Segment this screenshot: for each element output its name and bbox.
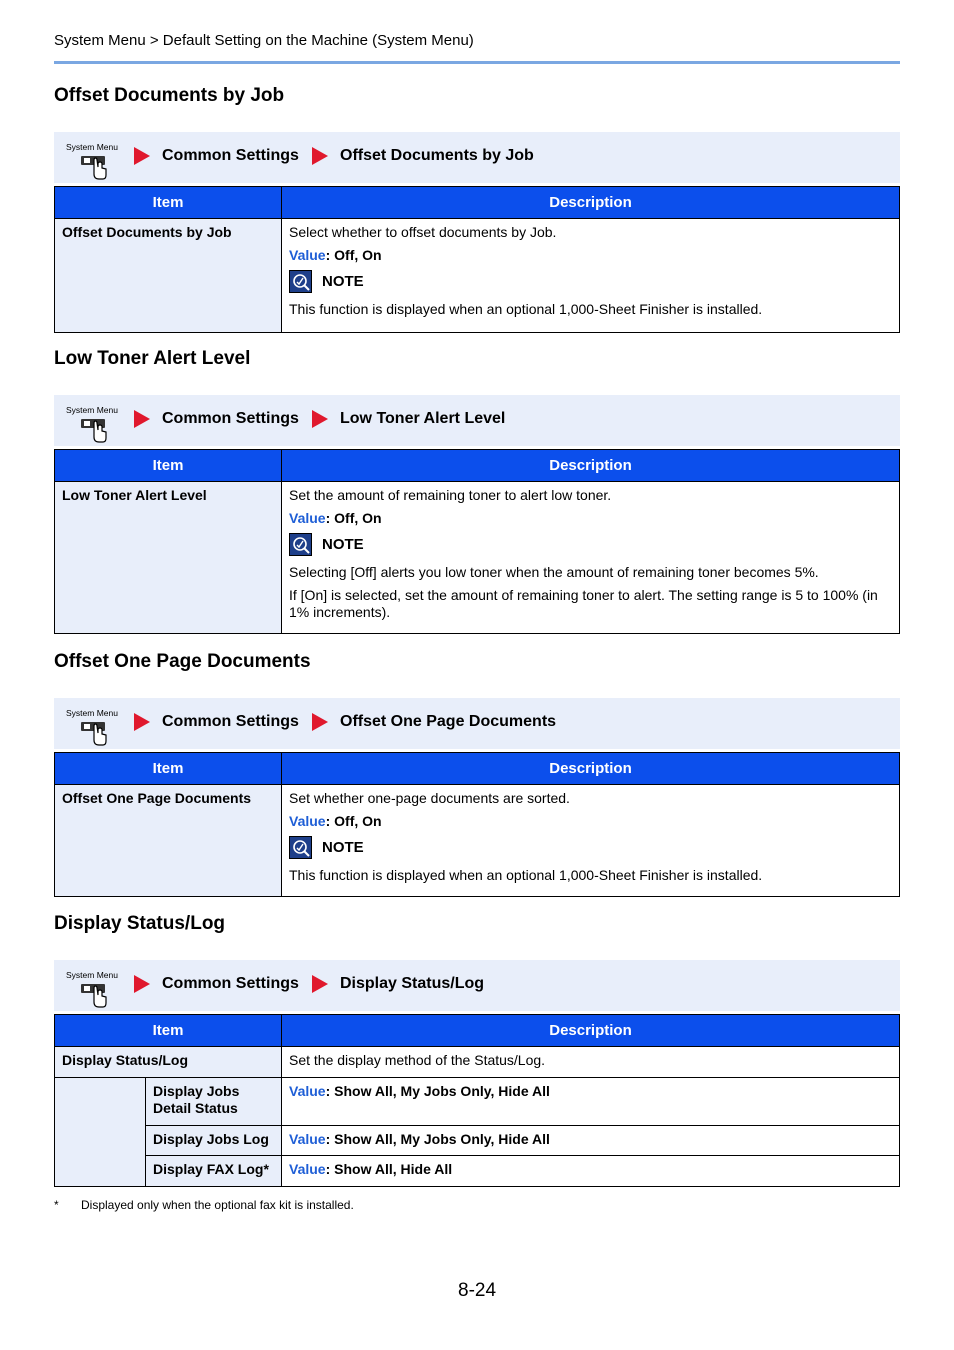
value-line: Value: Off, On bbox=[289, 510, 382, 526]
crumb-current: Offset One Page Documents bbox=[312, 713, 556, 731]
note-icon bbox=[289, 836, 312, 859]
item-indent-cell bbox=[55, 1078, 146, 1187]
system-menu-icon-label: System Menu bbox=[66, 142, 118, 152]
description-text: Set whether one-page documents are sorted. bbox=[289, 790, 570, 806]
menu-path-bar bbox=[54, 698, 900, 749]
value-line: Value: Off, On bbox=[289, 813, 382, 829]
column-header-description: Description bbox=[282, 450, 900, 482]
note-text: This function is displayed when an optional 1,000-Sheet Finisher is installed. bbox=[289, 867, 763, 883]
table-row bbox=[55, 785, 900, 897]
section-display-status-log bbox=[54, 912, 900, 1187]
section-title: Offset Documents by Job bbox=[54, 85, 285, 106]
menu-path-bar bbox=[54, 960, 900, 1011]
note-heading: NOTE bbox=[289, 836, 892, 859]
column-header-item: Item bbox=[55, 753, 282, 785]
column-header-description: Description bbox=[282, 187, 900, 219]
column-header-item: Item bbox=[55, 187, 282, 219]
settings-table bbox=[54, 1014, 900, 1187]
item-cell: Offset Documents by Job bbox=[55, 219, 282, 333]
settings-table bbox=[54, 752, 900, 897]
crumb-current: Display Status/Log bbox=[312, 975, 484, 993]
description-cell bbox=[282, 482, 900, 634]
table-row bbox=[55, 1047, 900, 1078]
section-offset-one-page-documents bbox=[54, 650, 900, 897]
table-row bbox=[55, 1078, 900, 1126]
crumb-common-settings: Common Settings bbox=[134, 147, 299, 165]
note-heading: NOTE bbox=[289, 270, 892, 293]
description-cell bbox=[282, 219, 900, 333]
section-title: Offset One Page Documents bbox=[54, 651, 311, 672]
page-breadcrumb: System Menu > Default Setting on the Machine (System Menu) bbox=[54, 32, 474, 49]
value-line: Value: Show All, Hide All bbox=[282, 1156, 900, 1187]
column-header-description: Description bbox=[282, 1015, 900, 1047]
column-header-item: Item bbox=[55, 1015, 282, 1047]
note-icon bbox=[289, 533, 312, 556]
crumb-common-settings: Common Settings bbox=[134, 410, 299, 428]
description-text: Set the amount of remaining toner to alert low toner. bbox=[289, 487, 612, 503]
description-text: Select whether to offset documents by Job. bbox=[289, 224, 557, 240]
item-cell: Display Status/Log bbox=[55, 1047, 282, 1078]
crumb-current: Offset Documents by Job bbox=[312, 147, 534, 165]
description-cell bbox=[282, 785, 900, 897]
crumb-common-settings: Common Settings bbox=[134, 975, 299, 993]
arrow-right-icon bbox=[312, 713, 328, 731]
table-row bbox=[55, 482, 900, 634]
crumb-current: Low Toner Alert Level bbox=[312, 410, 505, 428]
system-menu-icon-label: System Menu bbox=[66, 970, 118, 980]
subitem-cell: Display FAX Log* bbox=[146, 1156, 282, 1187]
system-menu-icon bbox=[66, 141, 122, 183]
value-line: Value: Off, On bbox=[289, 247, 382, 263]
description-cell: Set the display method of the Status/Log. bbox=[282, 1047, 900, 1078]
settings-table bbox=[54, 186, 900, 333]
table-row bbox=[55, 1156, 900, 1187]
menu-path-bar bbox=[54, 395, 900, 446]
section-title: Display Status/Log bbox=[54, 913, 226, 934]
footnote: * Displayed only when the optional fax kit is installed. bbox=[54, 1198, 354, 1212]
arrow-right-icon bbox=[312, 975, 328, 993]
value-line: Value: Show All, My Jobs Only, Hide All bbox=[282, 1126, 900, 1156]
subitem-cell: Display Jobs Log bbox=[146, 1126, 282, 1156]
column-header-item: Item bbox=[55, 450, 282, 482]
note-text: Selecting [Off] alerts you low toner when the amount of remaining toner becomes 5%. bbox=[289, 564, 819, 580]
arrow-right-icon bbox=[134, 147, 150, 165]
settings-table bbox=[54, 449, 900, 634]
note-text-2: If [On] is selected, set the amount of remaining toner to alert. The setting range is 5 to 100% (in 1% increments). bbox=[289, 587, 878, 620]
page-number: 8-24 bbox=[458, 1280, 497, 1301]
system-menu-icon bbox=[66, 404, 122, 446]
arrow-right-icon bbox=[134, 713, 150, 731]
system-menu-icon-label: System Menu bbox=[66, 708, 118, 718]
arrow-right-icon bbox=[134, 410, 150, 428]
arrow-right-icon bbox=[312, 410, 328, 428]
system-menu-icon bbox=[66, 969, 122, 1011]
subitem-cell: Display Jobs Detail Status bbox=[146, 1078, 282, 1126]
table-row bbox=[55, 1126, 900, 1156]
note-text: This function is displayed when an optional 1,000-Sheet Finisher is installed. bbox=[289, 301, 763, 317]
system-menu-icon bbox=[66, 707, 122, 749]
header-rule bbox=[54, 61, 900, 64]
note-icon bbox=[289, 270, 312, 293]
system-menu-icon-label: System Menu bbox=[66, 405, 118, 415]
section-low-toner-alert-level bbox=[54, 347, 900, 634]
item-cell: Offset One Page Documents bbox=[55, 785, 282, 897]
value-line: Value: Show All, My Jobs Only, Hide All bbox=[282, 1078, 900, 1126]
arrow-right-icon bbox=[312, 147, 328, 165]
note-heading: NOTE bbox=[289, 533, 892, 556]
section-offset-documents-by-job bbox=[54, 84, 900, 333]
menu-path-bar bbox=[54, 132, 900, 183]
crumb-common-settings: Common Settings bbox=[134, 713, 299, 731]
column-header-description: Description bbox=[282, 753, 900, 785]
item-cell: Low Toner Alert Level bbox=[55, 482, 282, 634]
arrow-right-icon bbox=[134, 975, 150, 993]
section-title: Low Toner Alert Level bbox=[54, 348, 251, 369]
table-row bbox=[55, 219, 900, 333]
